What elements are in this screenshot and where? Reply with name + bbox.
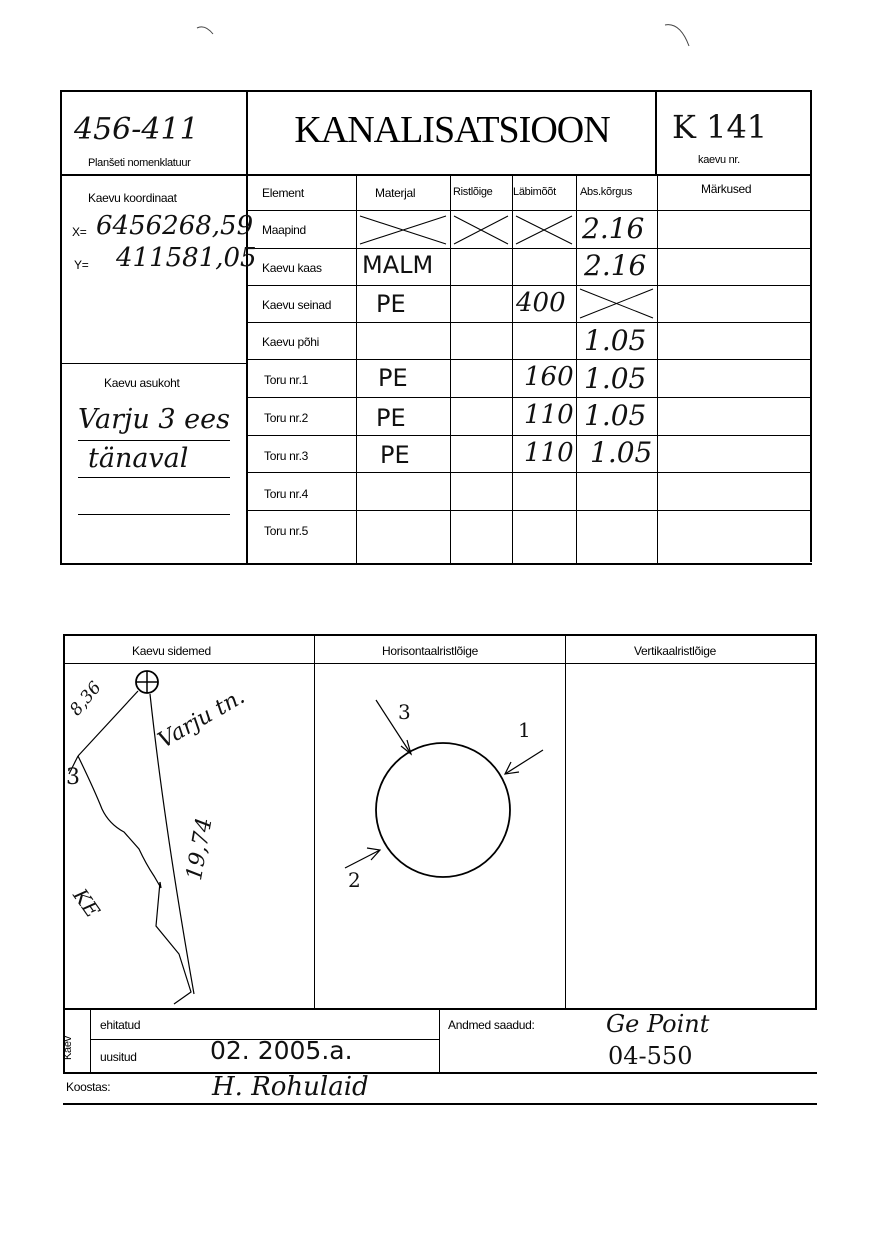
diameter-cell: 110 [524, 438, 574, 468]
x-label: X= [72, 225, 87, 239]
y-label: Y= [74, 258, 89, 272]
height-cell: 2.16 [584, 249, 647, 282]
renewed-value: 02. 2005.a. [210, 1036, 353, 1065]
horizontal-section-diagram [315, 664, 565, 1008]
material-cell: PE [378, 364, 408, 392]
height-cell: 2.16 [582, 212, 645, 245]
coordinates-label: Kaevu koordinaat [88, 191, 177, 205]
row-element: Kaevu kaas [262, 261, 322, 275]
location-label: Kaevu asukoht [104, 376, 180, 390]
header-material: Materjal [375, 186, 416, 200]
row-element: Kaevu põhi [262, 335, 320, 349]
data-source-label: Andmed saadud: [448, 1018, 535, 1032]
location-line-1: Varju 3 ees [78, 404, 230, 435]
row-element: Toru nr.4 [264, 487, 308, 501]
diameter-cell: 110 [524, 400, 574, 430]
sketch-corner-label: 3 [66, 765, 80, 790]
row-element: Toru nr.3 [264, 449, 308, 463]
data-source-value-1: Ge Point [606, 1010, 710, 1038]
height-cell: 1.05 [584, 362, 647, 395]
page-title: KANALISATSIOON [294, 109, 610, 151]
diameter-cell: 400 [516, 288, 566, 318]
height-cell: 1.05 [584, 399, 647, 432]
col-title-vertical: Vertikaalristlõige [634, 644, 716, 658]
crossed-cell [450, 210, 512, 248]
crossed-cell [512, 210, 576, 248]
nomenclature-value: 456-411 [74, 112, 199, 147]
diameter-cell: 160 [524, 362, 574, 392]
header-cross-section: Ristlõige [453, 186, 493, 198]
built-label: ehitatud [100, 1018, 141, 1032]
sketch-distance-b: 19,74 [182, 815, 218, 883]
header-diameter: Läbimõõt [513, 186, 556, 198]
pipe-3-label: 3 [398, 700, 411, 724]
height-cell: 1.05 [584, 324, 647, 357]
compiled-by-value: H. Rohulaid [212, 1072, 369, 1102]
well-number-label: kaevu nr. [698, 154, 740, 166]
well-number-value: K 141 [672, 108, 768, 146]
compiled-by-label: Koostas: [66, 1080, 111, 1094]
header-notes: Märkused [701, 182, 752, 196]
row-element: Toru nr.1 [264, 373, 308, 387]
crossed-cell [356, 210, 450, 248]
pipe-2-label: 2 [348, 868, 361, 892]
crossed-cell [576, 285, 657, 322]
col-title-ties: Kaevu sidemed [132, 644, 211, 658]
nomenclature-label: Planšeti nomenklatuur [88, 157, 191, 169]
col-title-horizontal: Horisontaalristlõige [382, 644, 479, 658]
material-cell: PE [380, 441, 410, 469]
header-abs-height: Abs.kõrgus [580, 186, 633, 198]
material-cell: PE [376, 290, 406, 318]
header-element: Element [262, 186, 304, 200]
row-element: Maapind [262, 223, 306, 237]
data-source-value-2: 04-550 [608, 1042, 693, 1070]
sketch-street-label: Varju tn. [154, 684, 250, 754]
sketch-distance-a: 8,36 [66, 677, 106, 720]
pipe-1-label: 1 [518, 718, 531, 742]
material-cell: MALM [362, 251, 434, 279]
x-coordinate-value: 6456268,59 [96, 211, 254, 241]
material-cell: PE [376, 404, 406, 432]
well-side-label: Kaev [62, 1036, 74, 1060]
row-element: Kaevu seinad [262, 298, 332, 312]
renewed-label: uusitud [100, 1050, 137, 1064]
y-coordinate-value: 411581,05 [116, 243, 257, 273]
height-cell: 1.05 [590, 436, 653, 469]
row-element: Toru nr.5 [264, 524, 308, 538]
punch-hole-marks [0, 0, 874, 80]
location-line-2: tänaval [88, 443, 189, 474]
row-element: Toru nr.2 [264, 411, 308, 425]
sketch-fence-label: KE [68, 884, 105, 922]
